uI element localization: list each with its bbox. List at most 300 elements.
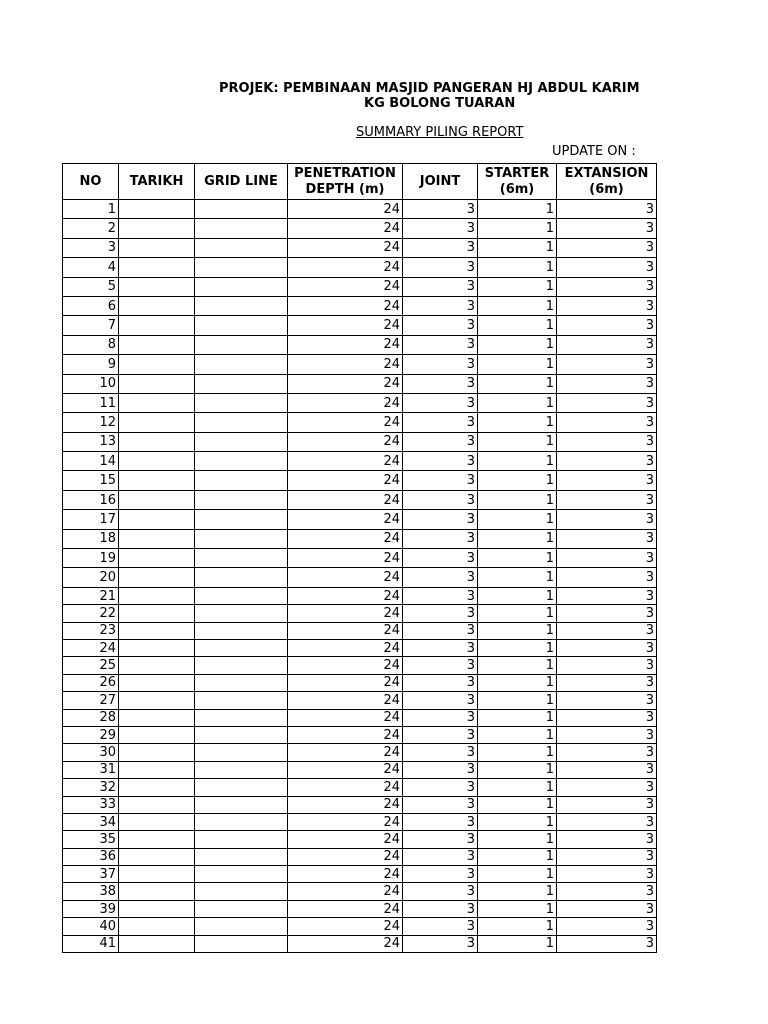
table-row	[63, 813, 657, 830]
update-on-label: UPDATE ON :	[552, 144, 636, 159]
cell-tarikh	[119, 200, 195, 219]
table-row	[63, 432, 657, 451]
cell-no: 26	[63, 674, 119, 691]
cell-tarikh	[119, 744, 195, 761]
cell-grid-line	[195, 918, 288, 935]
table-row	[63, 761, 657, 778]
table-row	[63, 277, 657, 296]
project-title: PROJEK: PEMBINAAN MASJID PANGERAN HJ ABDUL KARIM	[219, 81, 640, 96]
cell-tarikh	[119, 413, 195, 432]
cell-starter: 1	[478, 413, 557, 432]
table-row	[63, 355, 657, 374]
cell-penetration-depth: 24	[288, 692, 403, 709]
cell-tarikh	[119, 316, 195, 335]
cell-tarikh	[119, 452, 195, 471]
cell-starter: 1	[478, 277, 557, 296]
cell-joint: 3	[403, 605, 478, 622]
cell-tarikh	[119, 674, 195, 691]
cell-penetration-depth: 24	[288, 657, 403, 674]
cell-grid-line	[195, 374, 288, 393]
cell-starter: 1	[478, 796, 557, 813]
cell-joint: 3	[403, 258, 478, 277]
table-row	[63, 639, 657, 656]
cell-joint: 3	[403, 709, 478, 726]
cell-penetration-depth: 24	[288, 200, 403, 219]
cell-grid-line	[195, 674, 288, 691]
cell-no: 4	[63, 258, 119, 277]
cell-no: 5	[63, 277, 119, 296]
cell-tarikh	[119, 935, 195, 952]
cell-joint: 3	[403, 674, 478, 691]
cell-starter: 1	[478, 883, 557, 900]
cell-grid-line	[195, 587, 288, 604]
cell-no: 7	[63, 316, 119, 335]
table-row	[63, 848, 657, 865]
cell-grid-line	[195, 277, 288, 296]
cell-penetration-depth: 24	[288, 219, 403, 238]
cell-no: 35	[63, 831, 119, 848]
cell-extansion: 3	[557, 238, 657, 257]
cell-extansion: 3	[557, 335, 657, 354]
cell-penetration-depth: 24	[288, 831, 403, 848]
cell-penetration-depth: 24	[288, 883, 403, 900]
cell-starter: 1	[478, 848, 557, 865]
table-row	[63, 316, 657, 335]
cell-starter: 1	[478, 900, 557, 917]
cell-penetration-depth: 24	[288, 549, 403, 568]
cell-extansion: 3	[557, 296, 657, 315]
cell-joint: 3	[403, 529, 478, 548]
cell-extansion: 3	[557, 622, 657, 639]
cell-no: 11	[63, 393, 119, 412]
cell-starter: 1	[478, 510, 557, 529]
cell-starter: 1	[478, 219, 557, 238]
cell-grid-line	[195, 510, 288, 529]
cell-extansion: 3	[557, 587, 657, 604]
cell-no: 15	[63, 471, 119, 490]
cell-tarikh	[119, 258, 195, 277]
cell-joint: 3	[403, 744, 478, 761]
cell-starter: 1	[478, 605, 557, 622]
cell-no: 1	[63, 200, 119, 219]
cell-extansion: 3	[557, 831, 657, 848]
cell-grid-line	[195, 622, 288, 639]
table-row	[63, 726, 657, 743]
cell-grid-line	[195, 761, 288, 778]
cell-no: 17	[63, 510, 119, 529]
cell-extansion: 3	[557, 848, 657, 865]
cell-no: 2	[63, 219, 119, 238]
cell-no: 37	[63, 866, 119, 883]
cell-starter: 1	[478, 374, 557, 393]
cell-joint: 3	[403, 726, 478, 743]
cell-penetration-depth: 24	[288, 490, 403, 509]
cell-no: 14	[63, 452, 119, 471]
cell-tarikh	[119, 296, 195, 315]
cell-penetration-depth: 24	[288, 355, 403, 374]
cell-extansion: 3	[557, 779, 657, 796]
cell-joint: 3	[403, 219, 478, 238]
cell-grid-line	[195, 744, 288, 761]
cell-grid-line	[195, 568, 288, 587]
cell-extansion: 3	[557, 200, 657, 219]
cell-joint: 3	[403, 277, 478, 296]
cell-tarikh	[119, 639, 195, 656]
cell-grid-line	[195, 393, 288, 412]
cell-starter: 1	[478, 779, 557, 796]
cell-joint: 3	[403, 587, 478, 604]
cell-penetration-depth: 24	[288, 605, 403, 622]
cell-penetration-depth: 24	[288, 622, 403, 639]
cell-joint: 3	[403, 549, 478, 568]
cell-extansion: 3	[557, 452, 657, 471]
cell-grid-line	[195, 471, 288, 490]
cell-penetration-depth: 24	[288, 316, 403, 335]
cell-tarikh	[119, 587, 195, 604]
col-header-grid-line: GRID LINE	[195, 164, 288, 200]
table-row	[63, 657, 657, 674]
cell-extansion: 3	[557, 796, 657, 813]
cell-grid-line	[195, 709, 288, 726]
cell-tarikh	[119, 831, 195, 848]
cell-no: 9	[63, 355, 119, 374]
cell-extansion: 3	[557, 674, 657, 691]
cell-penetration-depth: 24	[288, 587, 403, 604]
cell-tarikh	[119, 796, 195, 813]
cell-joint: 3	[403, 510, 478, 529]
table-row	[63, 692, 657, 709]
cell-joint: 3	[403, 413, 478, 432]
cell-joint: 3	[403, 393, 478, 412]
cell-no: 21	[63, 587, 119, 604]
cell-extansion: 3	[557, 744, 657, 761]
cell-joint: 3	[403, 848, 478, 865]
cell-grid-line	[195, 316, 288, 335]
cell-penetration-depth: 24	[288, 779, 403, 796]
cell-grid-line	[195, 935, 288, 952]
cell-starter: 1	[478, 296, 557, 315]
cell-extansion: 3	[557, 471, 657, 490]
cell-tarikh	[119, 761, 195, 778]
table-row	[63, 568, 657, 587]
cell-starter: 1	[478, 831, 557, 848]
table-row	[63, 831, 657, 848]
cell-joint: 3	[403, 622, 478, 639]
table-row	[63, 549, 657, 568]
cell-grid-line	[195, 413, 288, 432]
cell-no: 19	[63, 549, 119, 568]
table-row	[63, 883, 657, 900]
cell-tarikh	[119, 529, 195, 548]
cell-joint: 3	[403, 639, 478, 656]
cell-penetration-depth: 24	[288, 848, 403, 865]
cell-grid-line	[195, 529, 288, 548]
cell-extansion: 3	[557, 935, 657, 952]
cell-penetration-depth: 24	[288, 335, 403, 354]
table-row	[63, 744, 657, 761]
cell-grid-line	[195, 779, 288, 796]
cell-extansion: 3	[557, 355, 657, 374]
cell-starter: 1	[478, 622, 557, 639]
cell-penetration-depth: 24	[288, 866, 403, 883]
cell-starter: 1	[478, 726, 557, 743]
cell-extansion: 3	[557, 374, 657, 393]
table-row	[63, 674, 657, 691]
cell-starter: 1	[478, 258, 557, 277]
cell-extansion: 3	[557, 490, 657, 509]
cell-joint: 3	[403, 374, 478, 393]
cell-extansion: 3	[557, 918, 657, 935]
cell-tarikh	[119, 779, 195, 796]
cell-no: 10	[63, 374, 119, 393]
cell-joint: 3	[403, 471, 478, 490]
table-row	[63, 335, 657, 354]
cell-grid-line	[195, 200, 288, 219]
cell-extansion: 3	[557, 510, 657, 529]
cell-no: 32	[63, 779, 119, 796]
cell-joint: 3	[403, 935, 478, 952]
cell-joint: 3	[403, 657, 478, 674]
cell-no: 36	[63, 848, 119, 865]
col-header-extansion: EXTANSION (6m)	[557, 164, 657, 200]
table-row	[63, 796, 657, 813]
cell-grid-line	[195, 605, 288, 622]
cell-penetration-depth: 24	[288, 935, 403, 952]
cell-extansion: 3	[557, 219, 657, 238]
cell-tarikh	[119, 568, 195, 587]
cell-extansion: 3	[557, 657, 657, 674]
cell-penetration-depth: 24	[288, 761, 403, 778]
cell-no: 8	[63, 335, 119, 354]
cell-grid-line	[195, 831, 288, 848]
cell-starter: 1	[478, 432, 557, 451]
col-header-tarikh: TARIKH	[119, 164, 195, 200]
cell-starter: 1	[478, 639, 557, 656]
cell-penetration-depth: 24	[288, 900, 403, 917]
table-row	[63, 238, 657, 257]
cell-penetration-depth: 24	[288, 744, 403, 761]
cell-joint: 3	[403, 813, 478, 830]
cell-joint: 3	[403, 761, 478, 778]
cell-starter: 1	[478, 692, 557, 709]
col-header-no: NO	[63, 164, 119, 200]
cell-starter: 1	[478, 549, 557, 568]
cell-penetration-depth: 24	[288, 813, 403, 830]
cell-no: 23	[63, 622, 119, 639]
cell-grid-line	[195, 639, 288, 656]
cell-grid-line	[195, 726, 288, 743]
cell-extansion: 3	[557, 692, 657, 709]
cell-no: 28	[63, 709, 119, 726]
cell-penetration-depth: 24	[288, 277, 403, 296]
report-title: SUMMARY PILING REPORT	[356, 125, 524, 140]
cell-grid-line	[195, 452, 288, 471]
cell-starter: 1	[478, 393, 557, 412]
cell-tarikh	[119, 490, 195, 509]
cell-joint: 3	[403, 490, 478, 509]
cell-penetration-depth: 24	[288, 510, 403, 529]
cell-extansion: 3	[557, 549, 657, 568]
table-row	[63, 413, 657, 432]
cell-joint: 3	[403, 200, 478, 219]
cell-joint: 3	[403, 918, 478, 935]
cell-penetration-depth: 24	[288, 709, 403, 726]
cell-extansion: 3	[557, 432, 657, 451]
table-row	[63, 452, 657, 471]
cell-grid-line	[195, 883, 288, 900]
table-row	[63, 622, 657, 639]
table-row	[63, 529, 657, 548]
cell-penetration-depth: 24	[288, 796, 403, 813]
cell-no: 25	[63, 657, 119, 674]
cell-penetration-depth: 24	[288, 471, 403, 490]
cell-starter: 1	[478, 471, 557, 490]
cell-tarikh	[119, 848, 195, 865]
cell-penetration-depth: 24	[288, 529, 403, 548]
cell-no: 30	[63, 744, 119, 761]
cell-grid-line	[195, 692, 288, 709]
cell-penetration-depth: 24	[288, 674, 403, 691]
table-row	[63, 296, 657, 315]
cell-tarikh	[119, 510, 195, 529]
cell-joint: 3	[403, 866, 478, 883]
cell-no: 3	[63, 238, 119, 257]
cell-penetration-depth: 24	[288, 918, 403, 935]
cell-penetration-depth: 24	[288, 374, 403, 393]
table-row	[63, 471, 657, 490]
cell-tarikh	[119, 355, 195, 374]
cell-grid-line	[195, 258, 288, 277]
cell-starter: 1	[478, 657, 557, 674]
cell-extansion: 3	[557, 726, 657, 743]
table-row	[63, 709, 657, 726]
cell-joint: 3	[403, 335, 478, 354]
cell-penetration-depth: 24	[288, 452, 403, 471]
cell-extansion: 3	[557, 529, 657, 548]
cell-grid-line	[195, 490, 288, 509]
project-location: KG BOLONG TUARAN	[364, 96, 516, 111]
cell-grid-line	[195, 238, 288, 257]
cell-no: 6	[63, 296, 119, 315]
cell-starter: 1	[478, 744, 557, 761]
cell-starter: 1	[478, 674, 557, 691]
cell-tarikh	[119, 219, 195, 238]
cell-grid-line	[195, 657, 288, 674]
cell-joint: 3	[403, 568, 478, 587]
cell-grid-line	[195, 219, 288, 238]
table-row	[63, 587, 657, 604]
cell-penetration-depth: 24	[288, 726, 403, 743]
cell-grid-line	[195, 549, 288, 568]
cell-tarikh	[119, 657, 195, 674]
table-row	[63, 510, 657, 529]
cell-tarikh	[119, 471, 195, 490]
cell-joint: 3	[403, 452, 478, 471]
cell-penetration-depth: 24	[288, 568, 403, 587]
cell-grid-line	[195, 866, 288, 883]
cell-starter: 1	[478, 316, 557, 335]
table-header	[63, 164, 657, 200]
cell-starter: 1	[478, 935, 557, 952]
cell-extansion: 3	[557, 639, 657, 656]
cell-grid-line	[195, 813, 288, 830]
cell-grid-line	[195, 432, 288, 451]
cell-no: 20	[63, 568, 119, 587]
cell-extansion: 3	[557, 413, 657, 432]
cell-tarikh	[119, 277, 195, 296]
cell-starter: 1	[478, 452, 557, 471]
cell-no: 34	[63, 813, 119, 830]
cell-tarikh	[119, 883, 195, 900]
cell-starter: 1	[478, 813, 557, 830]
cell-no: 13	[63, 432, 119, 451]
cell-grid-line	[195, 355, 288, 374]
cell-joint: 3	[403, 796, 478, 813]
cell-extansion: 3	[557, 883, 657, 900]
cell-no: 29	[63, 726, 119, 743]
cell-tarikh	[119, 549, 195, 568]
col-header-penetration-depth: PENETRATION DEPTH (m)	[288, 164, 403, 200]
table-row	[63, 258, 657, 277]
cell-starter: 1	[478, 490, 557, 509]
table-row	[63, 219, 657, 238]
cell-tarikh	[119, 900, 195, 917]
cell-extansion: 3	[557, 605, 657, 622]
cell-no: 22	[63, 605, 119, 622]
table-row	[63, 393, 657, 412]
cell-joint: 3	[403, 779, 478, 796]
cell-tarikh	[119, 692, 195, 709]
cell-starter: 1	[478, 355, 557, 374]
cell-joint: 3	[403, 355, 478, 374]
cell-starter: 1	[478, 568, 557, 587]
col-header-joint: JOINT	[403, 164, 478, 200]
cell-tarikh	[119, 605, 195, 622]
cell-extansion: 3	[557, 316, 657, 335]
cell-extansion: 3	[557, 866, 657, 883]
cell-grid-line	[195, 848, 288, 865]
cell-joint: 3	[403, 831, 478, 848]
cell-joint: 3	[403, 692, 478, 709]
cell-penetration-depth: 24	[288, 258, 403, 277]
header-row	[63, 164, 657, 200]
cell-extansion: 3	[557, 568, 657, 587]
cell-no: 33	[63, 796, 119, 813]
table-row	[63, 200, 657, 219]
cell-tarikh	[119, 709, 195, 726]
cell-extansion: 3	[557, 900, 657, 917]
table-row	[63, 779, 657, 796]
cell-tarikh	[119, 335, 195, 354]
cell-joint: 3	[403, 296, 478, 315]
cell-extansion: 3	[557, 709, 657, 726]
table-row	[63, 866, 657, 883]
cell-tarikh	[119, 238, 195, 257]
table-row	[63, 490, 657, 509]
cell-extansion: 3	[557, 258, 657, 277]
cell-no: 40	[63, 918, 119, 935]
table-row	[63, 374, 657, 393]
cell-no: 16	[63, 490, 119, 509]
cell-no: 31	[63, 761, 119, 778]
cell-extansion: 3	[557, 277, 657, 296]
cell-starter: 1	[478, 200, 557, 219]
cell-starter: 1	[478, 335, 557, 354]
cell-starter: 1	[478, 587, 557, 604]
cell-no: 24	[63, 639, 119, 656]
cell-no: 39	[63, 900, 119, 917]
cell-joint: 3	[403, 238, 478, 257]
